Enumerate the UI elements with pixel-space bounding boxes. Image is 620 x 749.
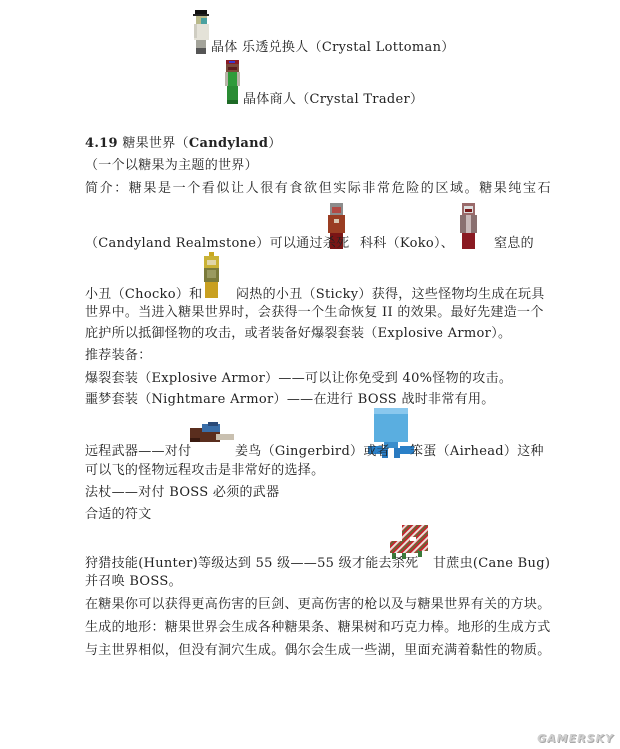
equipment-heading: 推荐装备： xyxy=(85,348,152,363)
npc-label-crystal-lottoman: 晶体 乐透兑换人（Crystal Lottoman） xyxy=(211,40,455,55)
section-number: 4.19 xyxy=(85,136,118,151)
staff-line: 法杖——对付 BOSS 必须的武器 xyxy=(85,485,280,500)
ranged-line-c: 笨蛋（Airhead）这种 xyxy=(410,444,544,459)
ranged-line xyxy=(85,444,191,460)
hunter-line-b: 甘蔗虫(Cane Bug) xyxy=(433,556,551,571)
section-title-en: Candyland xyxy=(188,136,269,151)
npc-label-crystal-trader: 晶体商人（Crystal Trader） xyxy=(243,92,424,107)
hunter-line xyxy=(85,556,418,572)
sticky-sprite-icon xyxy=(201,252,223,298)
intro-line-3b: 闷热的小丑（Sticky）获得，这些怪物均生成在玩具 xyxy=(236,287,545,302)
intro-line-4: 世界中。当进入糖果世界时，会获得一个生命恢复 II 的效果。最好先建造一个 xyxy=(85,305,544,320)
equipment-item: 爆裂套装（Explosive Armor）——可以让你免受到 40%怪物的攻击。 xyxy=(85,371,513,386)
intro-line-2 xyxy=(85,236,349,252)
intro-line-2a: （Candyland Realmstone）可以通过杀死 xyxy=(85,236,350,251)
runes-line: 合适的符文 xyxy=(85,507,152,522)
intro-line-5: 庇护所以抵御怪物的攻击，或者装备好爆裂套装（Explosive Armor）。 xyxy=(85,326,512,341)
gingerbird-sprite-icon xyxy=(188,422,236,444)
intro-line-3 xyxy=(85,287,202,303)
crystal-lottoman-sprite-icon xyxy=(192,10,212,54)
intro-line-3a: 小丑（Chocko）和 xyxy=(85,287,203,302)
ranged-line-2: 可以飞的怪物远程攻击是非常好的选择。 xyxy=(85,463,325,478)
section-heading xyxy=(85,136,282,152)
intro-line-1: 简介：糖果是一个看似让人很有食欲但实际非常危险的区域。糖果纯宝石 xyxy=(85,181,553,196)
hunter-line-a: 狩猎技能(Hunter)等级达到 55 级——55 级才能去杀死 xyxy=(85,556,419,571)
outro-line-3: 与主世界相似，但没有洞穴生成。偶尔会生成一些湖，里面充满着黏性的物质。 xyxy=(85,643,551,658)
section-title-cn: 糖果世界（ xyxy=(122,136,189,151)
equipment-item: 噩梦套装（Nightmare Armor）——在进行 BOSS 战时非常有用。 xyxy=(85,392,495,407)
hunter-line-2: 并召唤 BOSS。 xyxy=(85,574,182,589)
intro-line-2b: 科科（Koko）、 xyxy=(360,236,455,251)
outro-line-1: 在糖果你可以获得更高伤害的巨剑、更高伤害的枪以及与糖果世界有关的方块。 xyxy=(85,597,551,612)
intro-line-2c: 窒息的 xyxy=(494,236,534,251)
crystal-trader-sprite-icon xyxy=(223,60,243,104)
ranged-line-a: 远程武器——对付 xyxy=(85,444,192,459)
section-subtitle: （一个以糖果为主题的世界） xyxy=(85,158,258,173)
gamersky-watermark: GAMERSKY xyxy=(537,732,614,745)
outro-line-2: 生成的地形：糖果世界会生成各种糖果条、糖果树和巧克力棒。地形的生成方式 xyxy=(85,620,551,635)
ranged-line-b: 姜鸟（Gingerbird）或者 xyxy=(235,444,390,459)
section-title-close: ） xyxy=(268,136,282,151)
chocko-sprite-icon xyxy=(458,203,480,249)
